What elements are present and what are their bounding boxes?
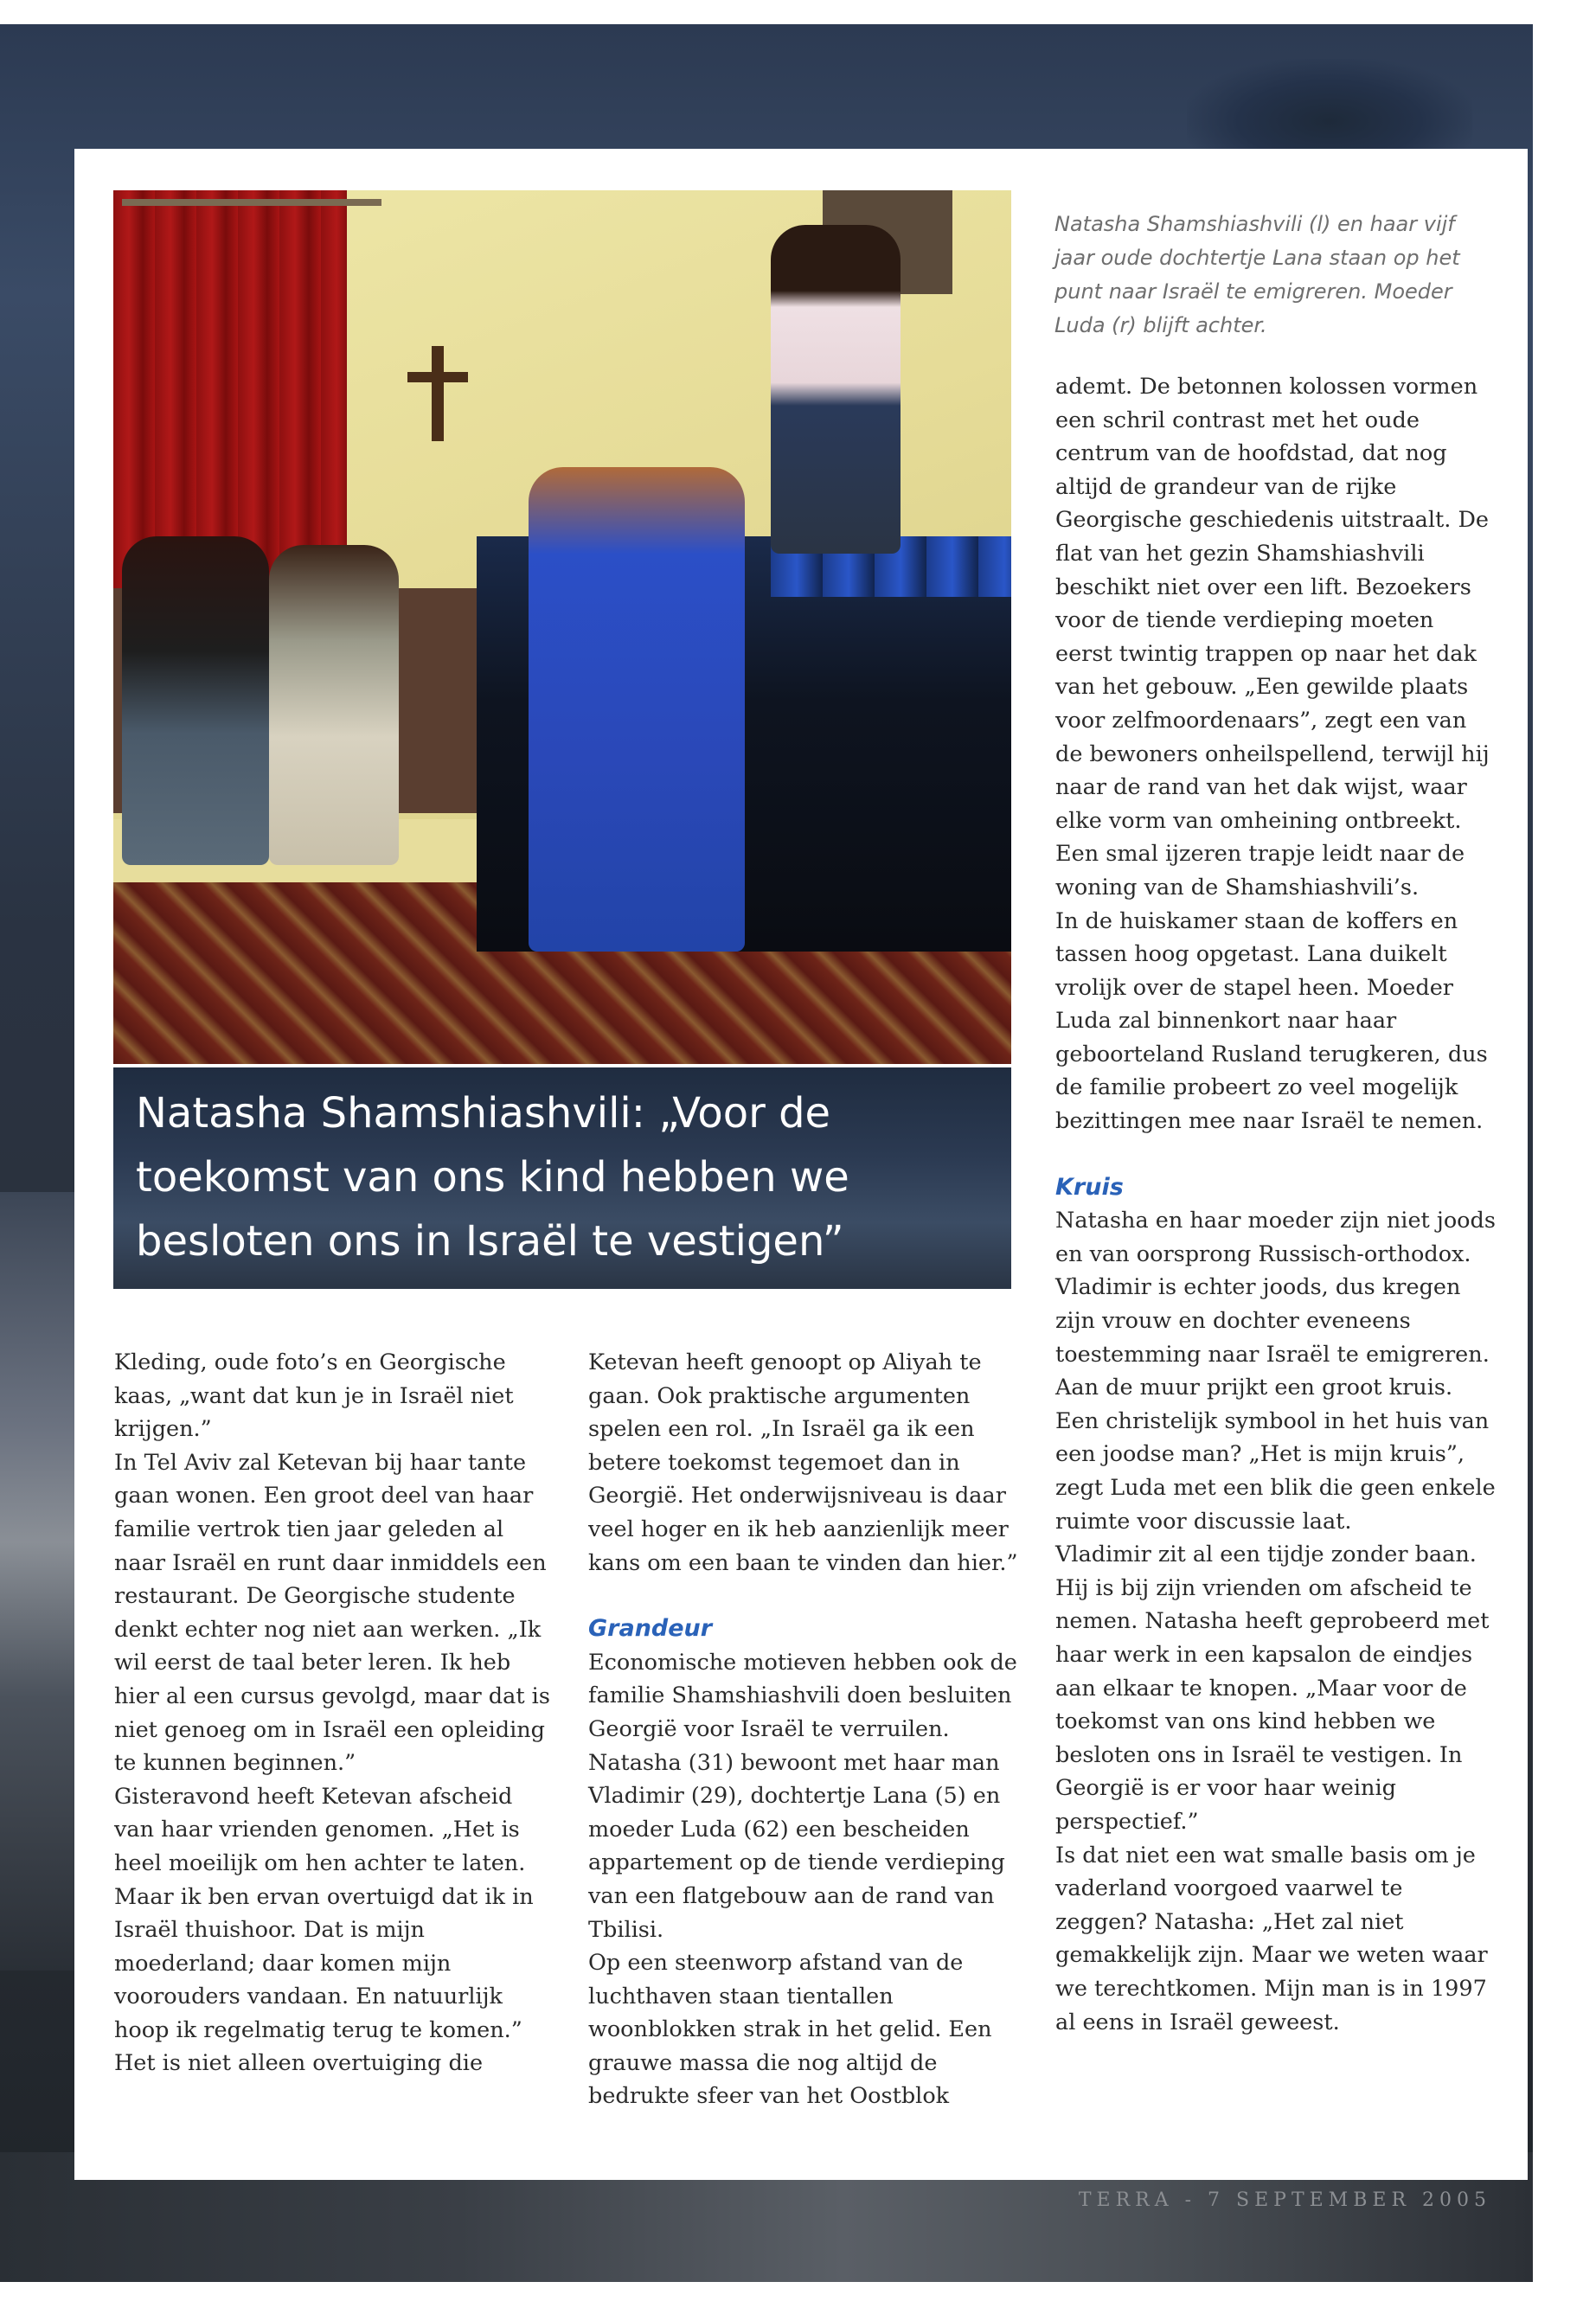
caption-line-3: punt naar Israël te emigreren. Moeder [1054,279,1452,304]
photo-person-2 [269,545,399,865]
caption-line-1: Natasha Shamshiashvili (l) en haar vijf [1054,212,1455,236]
family-photo [113,190,1011,1064]
magazine-page [74,149,1528,2180]
section-heading-kruis: Kruis [1055,1173,1124,1201]
col3-paragraph-1: ademt. De betonnen kolossen vormen een schril contrast met het oude centrum van de hoofdstad, dat nog altijd de grandeur van de rijke Georgische geschiedenis uitstraalt. De flat van het gezin Shamshiashvili beschikt niet over een lift. Bezoekers voor de tiende verdieping moeten eerst twintig trappen op naar het dak van het gebouw. „Een gewilde plaats voor zelfmoordenaars”, zegt een van de bewoners onheilspellend, terwijl hij naar de rand van het dak wijst, waar elke vorm van omheining ontbreekt. Een smal ijzeren trapje leidt naar de woning van de Shamshiashvili’s. [1055,374,1490,901]
photo-caption [1054,208,1487,343]
col1-paragraph-3: Gisteravond heeft Ketevan afscheid van haar vrienden genomen. „Het is heel moeilijk om hen achter te laten. Maar ik ben ervan overtuigd dat ik in Israël thuishoor. Dat is mijn moederland; daar komen mijn voorouders vandaan. En natuurlijk hoop ik regelmatig terug te komen.” [114,1783,534,2043]
photo-person-1 [122,536,269,865]
page-footer: TERRA - 7 SEPTEMBER 2005 [1078,2189,1491,2211]
caption-line-2: jaar oude dochtertje Lana staan op het [1054,246,1460,270]
city-buildings-left [0,1192,78,1971]
headline-line-1: Natasha Shamshiashvili: „Voor de [136,1089,831,1138]
col3-paragraph-3: Natasha en haar moeder zijn niet joods en van oorsprong Russisch-orthodox. Vladimir is echter joods, dus kregen zijn vrouw en dochter eveneens toestemming naar Israël te emigreren. Aan de muur prijkt een groot kruis. Een christelijk symbool in het huis van een joodse man? „Het is mijn kruis”, zegt Luda met een blik die geen enkele ruimte voor discussie laat. [1055,1208,1496,1535]
col2-paragraph-3: Op een steenworp afstand van de luchthaven staan tientallen woonblokken strak in het gelid. Een grauwe massa die nog altijd de bedrukte sfeer van het Oostblok [588,1950,992,2110]
col2-paragraph-2: Economische motieven hebben ook de familie Shamshiashvili doen besluiten Georgië voor Israël te verruilen. Natasha (31) bewoont met haar man Vladimir (29), dochtertje Lana (5) en moeder Luda (62) een bescheiden appartement op de tiende verdieping van een flatgebouw aan de rand van Tbilisi. [588,1649,1017,1943]
caption-line-4: Luda (r) blijft achter. [1054,313,1267,337]
sky-cloud [1187,59,1472,163]
photo-person-luda [529,467,745,952]
section-heading-grandeur: Grandeur [588,1615,713,1643]
photo-person-lana [771,225,901,554]
photo-cross-icon [432,346,444,441]
body-column-3 [1055,370,1497,2039]
photo-curtain-rod [122,199,381,206]
headline-line-2: toekomst van ons kind hebben we [136,1153,849,1202]
body-column-1 [114,1346,555,2080]
col1-paragraph-1: Kleding, oude foto’s en Georgische kaas, „want dat kun je in Israël niet krijgen.” [114,1349,514,1443]
body-column-2 [588,1346,1029,2113]
col1-paragraph-2: In Tel Aviv zal Ketevan bij haar tante gaan wonen. Een groot deel van haar familie vertrok tien jaar geleden al naar Israël en runt daar inmiddels een restaurant. De Georgische studente denkt echter nog niet aan werken. „Ik wil eerst de taal beter leren. Ik heb hier al een cursus gevolgd, maar dat is niet genoeg om in Israël een opleiding te kunnen beginnen.” [114,1449,550,1777]
col3-paragraph-4: Vladimir zit al een tijdje zonder baan. Hij is bij zijn vrienden om afscheid te nemen. Natasha heeft geprobeerd met haar werk in een kapsalon de eindjes aan elkaar te knopen. „Maar voor de toekomst van ons kind hebben we besloten ons in Israël te vestigen. In Georgië is er voor haar weinig perspectief.” [1055,1541,1490,1835]
pull-quote-headline [113,1067,1011,1289]
col1-paragraph-4: Het is niet alleen overtuiging die [114,2050,484,2077]
col3-paragraph-2: In de huiskamer staan de koffers en tassen hoog opgetast. Lana duikelt vrolijk over de stapel heen. Moeder Luda zal binnenkort naar haar geboorteland Rusland terugkeren, dus de familie probeert zo veel mogelijk bezittingen mee naar Israël te nemen. [1055,907,1488,1135]
col3-paragraph-5: Is dat niet een wat smalle basis om je vaderland voorgoed vaarwel te zeggen? Natasha: „Het zal niet gemakkelijk zijn. Maar we weten waar we terechtkomen. Mijn man is in 1997 al eens in Israël geweest. [1055,1842,1488,2035]
headline-line-3: besloten ons in Israël te vestigen” [136,1217,844,1266]
col2-paragraph-1: Ketevan heeft genoopt op Aliyah te gaan. Ook praktische argumenten spelen een rol. „In Israël ga ik een betere toekomst tegemoet dan in Georgië. Het onderwijsniveau is daar veel hoger en ik heb aanzienlijk meer kans om een baan te vinden dan hier.” [588,1349,1018,1576]
photo-cross-bar [407,372,468,382]
